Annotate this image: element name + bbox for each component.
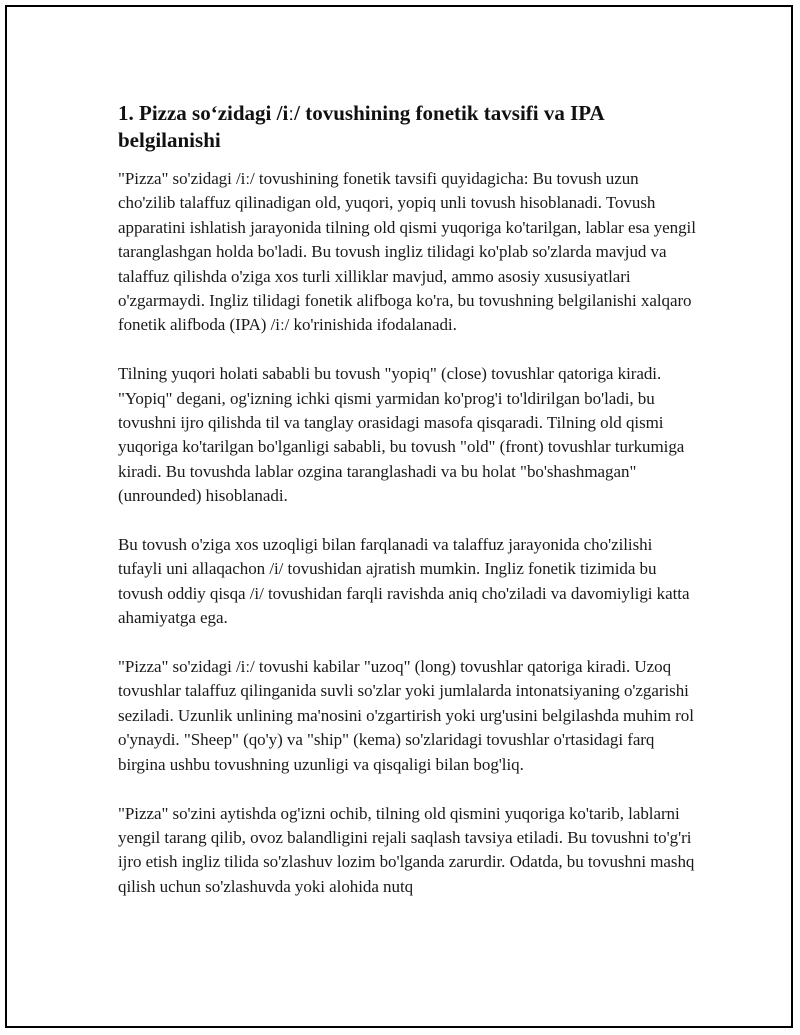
paragraph-2: Tilning yuqori holati sababli bu tovush "yopiq" (close) tovushlar qatoriga kiradi. "Yopiq" degani, og'izning ichki qismi yarmidan ko'prog'i to'ldirilgan bo'ladi, bu tovushni ijro qilishda til va tanglay orasidagi masofa qisqaradi. Tilning old qismi yuqoriga ko'tarilgan bo'lganligi sababli, bu tovush "old" (front) tovushlar turkumiga kiradi. Bu tovushda lablar ozgina taranglashadi va bu holat "bo'shashmagan" (unrounded) hisoblanadi. [118, 364, 685, 506]
paragraph-5: "Pizza" so'zini aytishda og'izni ochib, tilning old qismini yuqoriga ko'tarib, lablarni yengil tarang qilib, ovoz balandligini rejali saqlash tavsiya etiladi. Bu tovushni to'g'ri ijro etish ingliz tilida so'zlashuv lozim bo'lganda zarurdir. Odatda, bu tovushni mashq qilish uchun so'zlashuvda yoki alohida nutq [118, 803, 695, 896]
section-heading: 1. Pizza so‘zidagi /iː/ tovushining fonetik tavsifi va IPA belgilanishi [118, 101, 604, 152]
paragraph-3: Bu tovush o'ziga xos uzoqligi bilan farqlanadi va talaffuz jarayonida cho'zilishi tufayli uni allaqachon /i/ tovushidan ajratish mumkin. Ingliz fonetik tizimida bu tovush oddiy qisqa /i/ tovushidan farqli ravishda aniq cho'ziladi va davomiyligi katta ahamiyatga ega. [118, 535, 690, 628]
page [5, 5, 793, 1028]
document-body [118, 100, 698, 924]
paragraph-4: "Pizza" so'zidagi /iː/ tovushi kabilar "uzoq" (long) tovushlar qatoriga kiradi. Uzoq tovushlar talaffuz qilinganida suvli so'zlar yoki jumlalarda intonatsiyaning o'zgarishi seziladi. Uzunlik unlining ma'nosini o'zgartirish yoki urg'usini belgilashda muhim rol o'ynaydi. "Sheep" (qo'y) va "ship" (kema) so'zlaridagi tovushlar o'rtasidagi farq birgina ushbu tovushning uzunligi va qisqaligi bilan bog'liq. [118, 657, 694, 774]
paragraph-1: "Pizza" so'zidagi /iː/ tovushining fonetik tavsifi quyidagicha: Bu tovush uzun cho'zilib talaffuz qilinadigan old, yuqori, yopiq unli tovush hisoblanadi. Tovush apparatini ishlatish jarayonida tilning old qismi yuqoriga ko'tarilgan, lablar esa yengil taranglashgan holda bo'ladi. Bu tovush ingliz tilidagi ko'plab so'zlarda mavjud va talaffuz qilishda o'ziga xos turli xilliklar mavjud, ammo asosiy xususiyatlari o'zgarmaydi. Ingliz tilidagi fonetik alifboga ko'ra, bu tovushning belgilanishi xalqaro fonetik alifboda (IPA) /iː/ ko'rinishida ifodalanadi. [118, 169, 696, 335]
